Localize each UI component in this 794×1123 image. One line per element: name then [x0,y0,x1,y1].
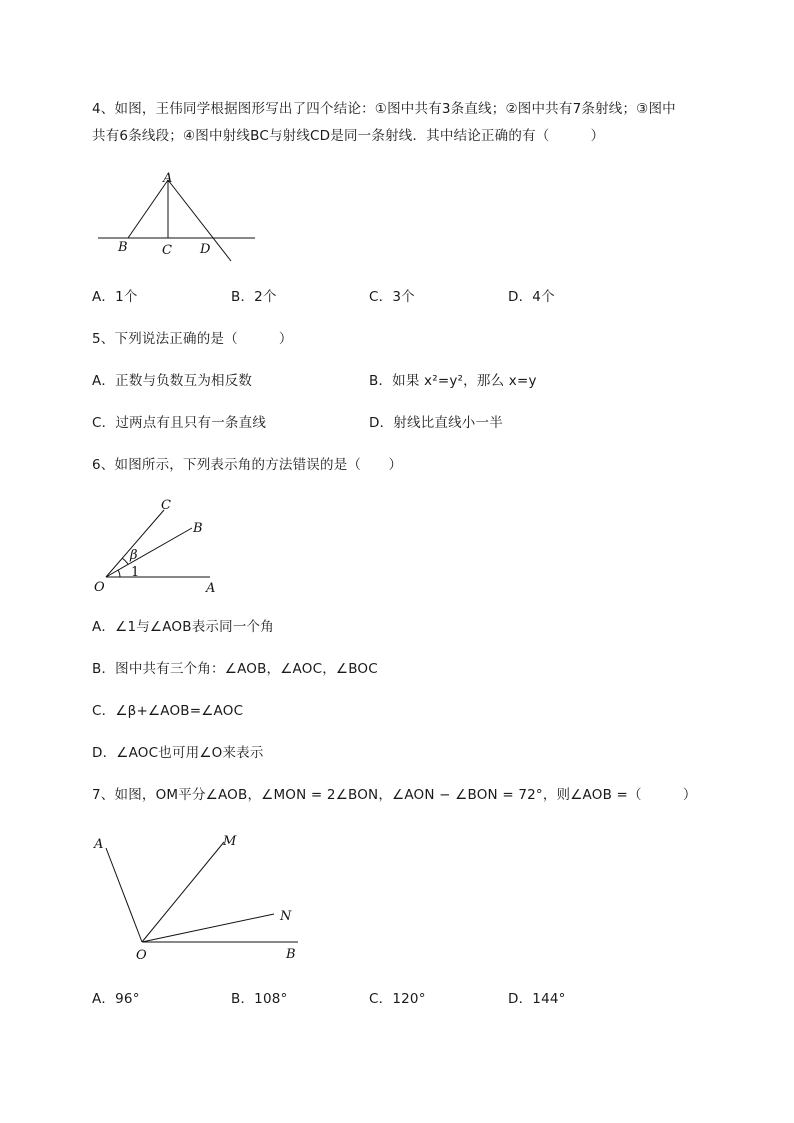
q6-option-c: C．∠β+∠AOB=∠AOC [92,703,244,719]
q6-option-b: B．图中共有三个角：∠AOB，∠AOC，∠BOC [92,661,378,677]
q6-stem: 6、如图所示，下列表示角的方法错误的是（ ） [92,457,403,473]
q4-segment-ab [128,180,168,238]
q4-stem-line2: 共有6条线段；④图中射线BC与射线CD是同一条射线．其中结论正确的有（ ） [92,128,605,144]
q4-label-d: D [200,242,211,257]
q4-option-c: C．3个 [369,289,415,305]
q4-option-d: D．4个 [508,289,555,305]
q5-option-d: D．射线比直线小一半 [369,415,503,431]
q6-option-a: A．∠1与∠AOB表示同一个角 [92,619,274,635]
q4-option-a: A．1个 [92,289,138,305]
q7-option-b: B．108° [231,991,288,1007]
q6-label-beta: β [130,548,138,563]
q4-stem-line1: 4、如图，王伟同学根据图形写出了四个结论：①图中共有3条直线；②图中共有7条射线；③图中 [92,101,676,117]
q6-label-a: A [206,581,216,596]
q6-label-b: B [193,521,203,536]
q5-option-a: A．正数与负数互为相反数 [92,373,253,389]
q7-label-m: M [223,834,237,849]
q4-label-c: C [162,243,172,258]
q5-option-c: C．过两点有且只有一条直线 [92,415,267,431]
q4-label-a: A [163,171,173,186]
q6-option-d: D．∠AOC也可用∠O来表示 [92,745,264,761]
q7-option-d: D．144° [508,991,566,1007]
q7-label-b: B [286,947,296,962]
q6-label-o: O [94,580,105,595]
q4-option-b: B．2个 [231,289,277,305]
q6-figure [88,492,228,600]
q7-label-o: O [136,948,147,963]
q6-ray-ob [106,528,192,577]
q7-option-a: A．96° [92,991,140,1007]
q7-ray-oa [106,848,142,942]
q6-arc-beta [122,558,128,564]
q6-arc-1 [118,570,120,577]
q4-label-b: B [118,240,128,255]
q4-figure [90,165,270,270]
q5-option-b: B．如果 x²=y²，那么 x=y [369,373,537,389]
q7-option-c: C．120° [369,991,426,1007]
q7-label-n: N [280,909,292,924]
q7-stem: 7、如图，OM平分∠AOB，∠MON = 2∠BON，∠AON − ∠BON = 72°，则∠AOB =（ ） [92,787,697,803]
q7-label-a: A [94,837,104,852]
q6-label-c: C [161,498,171,513]
q6-label-1: 1 [131,565,140,580]
q7-figure [88,828,313,963]
q5-stem: 5、下列说法正确的是（ ） [92,331,293,347]
